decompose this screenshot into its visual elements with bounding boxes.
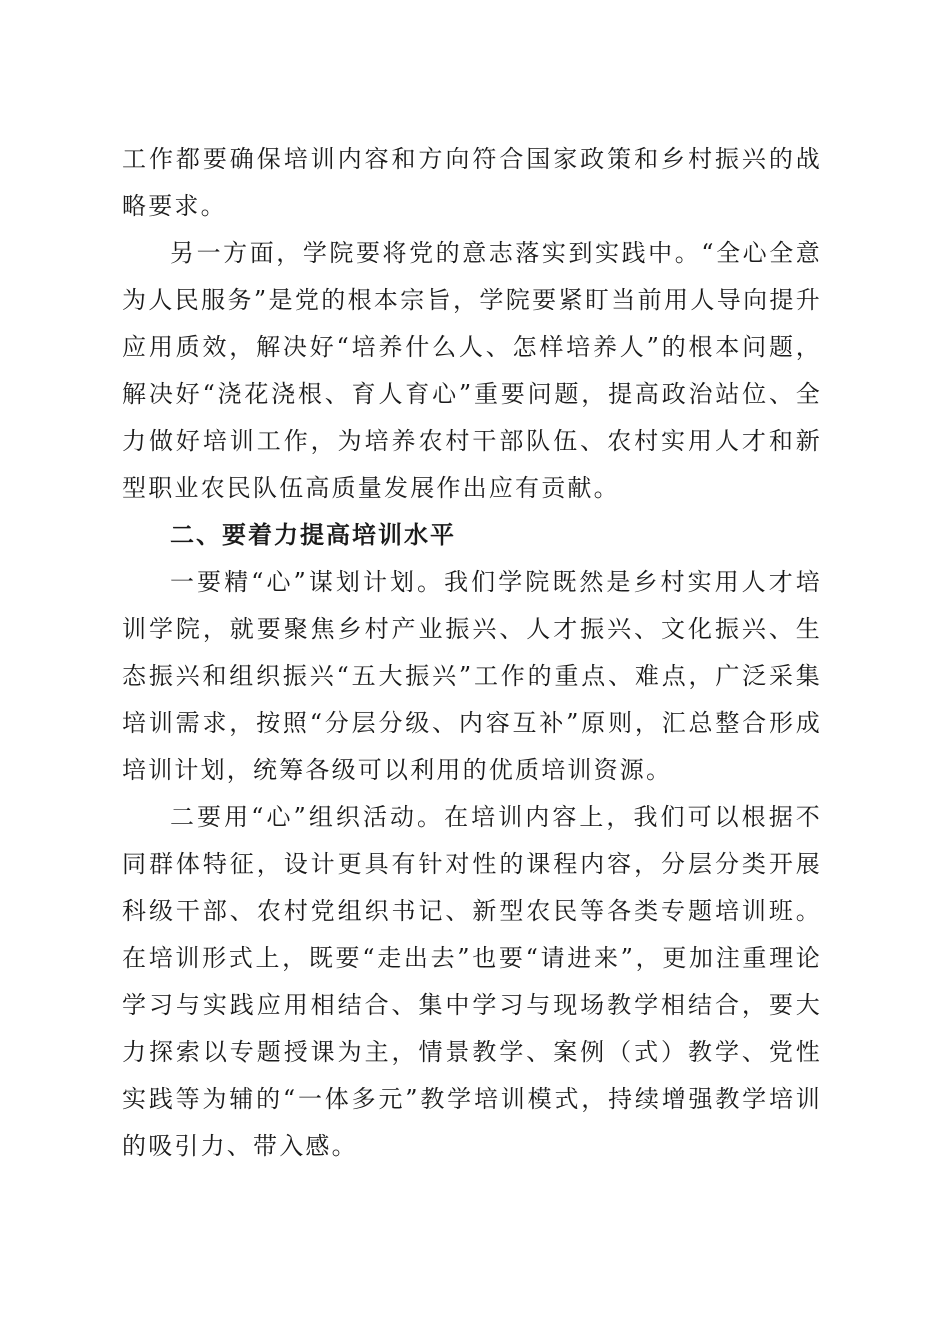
paragraph-party-will: 另一方面，学院要将党的意志落实到实践中。“全心全意为人民服务”是党的根本宗旨，学院要紧盯当前用人导向提升应用质效，解决好“培养什么人、怎样培养人”的根本问题，解决好“浇花浇根、育人育心”重要问题，提高政治站位、全力做好培训工作，为培养农村干部队伍、农村实用人才和新型职业农民队伍高质量发展作出应有贡献。 — [122, 239, 822, 502]
section-heading-training-level: 二、要着力提高培训水平 — [170, 521, 456, 549]
paragraph-planning: 一要精“心”谋划计划。我们学院既然是乡村实用人才培训学院，就要聚焦乡村产业振兴、人才振兴、文化振兴、生态振兴和组织振兴“五大振兴”工作的重点、难点，广泛采集培训需求，按照“分层分级、内容互补”原则，汇总整合形成培训计划，统筹各级可以利用的优质培训资源。 — [122, 568, 822, 784]
paragraph-continuation: 工作都要确保培训内容和方向符合国家政策和乡村振兴的战略要求。 — [122, 145, 822, 220]
document-body — [122, 136, 822, 1170]
paragraph-activities: 二要用“心”组织活动。在培训内容上，我们可以根据不同群体特征，设计更具有针对性的课程内容，分层分类开展科级干部、农村党组织书记、新型农民等各类专题培训班。在培训形式上，既要“走出去”也要“请进来”，更加注重理论学习与实践应用相结合、集中学习与现场教学相结合，要大力探索以专题授课为主，情景教学、案例（式）教学、党性实践等为辅的“一体多元”教学培训模式，持续增强教学培训的吸引力、带入感。 — [122, 803, 822, 1160]
